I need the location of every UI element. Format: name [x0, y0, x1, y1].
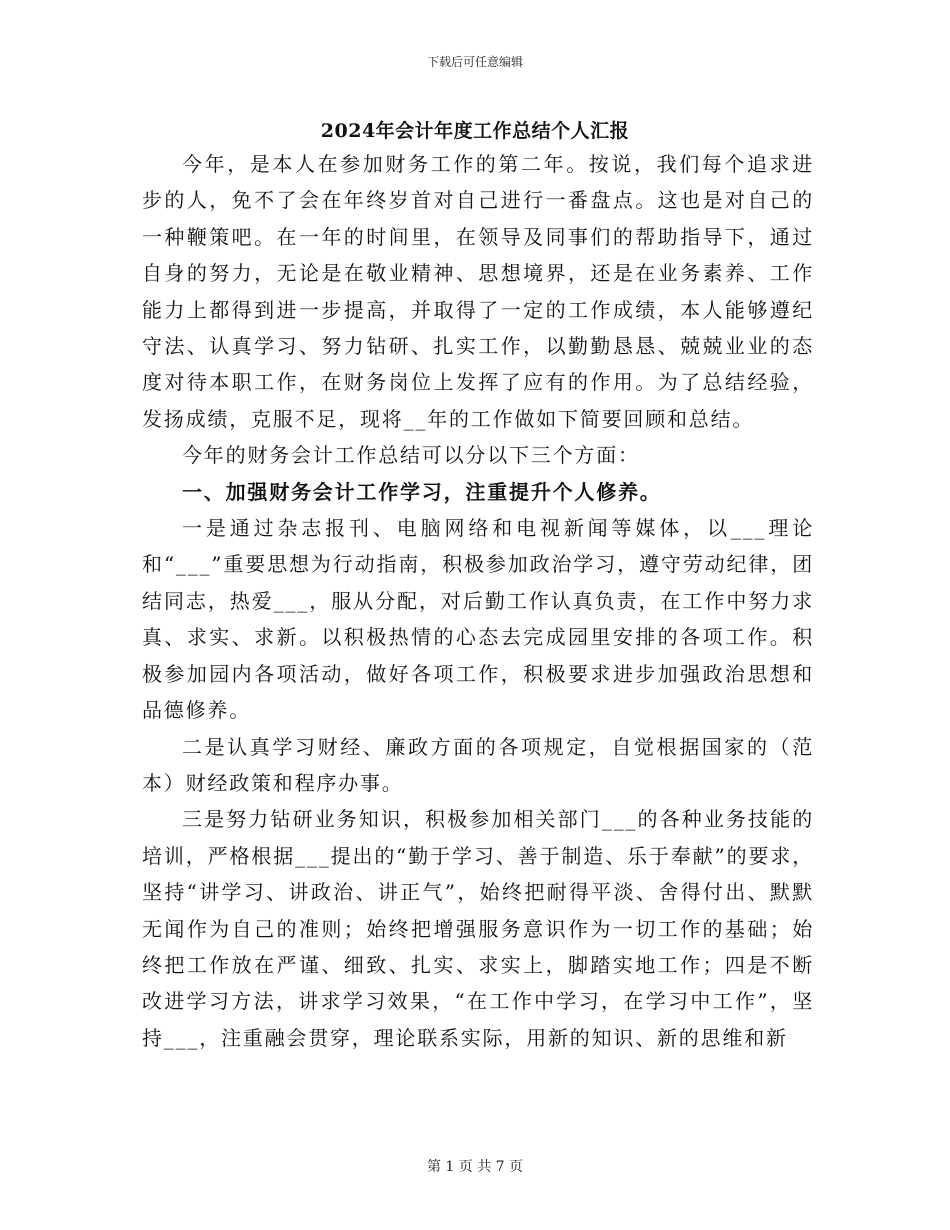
header-note: 下载后可任意编辑	[426, 55, 523, 69]
page-footer: 第 1 页 共 7 页	[426, 1159, 524, 1175]
section-heading-1: 一、加强财务会计工作学习，注重提升个人修养。	[182, 479, 662, 504]
paragraph-point-3: 三是努力钻研业务知识，积极参加相关部门___的各种业务技能的培训，严格根据___提出的“勤于学习、善于制造、乐于奉献”的要求，坚持“讲学习、讲政治、讲正气”，始终把耐得平淡、舍得付出、默默无闻作为自己的准则；始终把增强服务意识作为一切工作的基础；始终把工作放在严谨、细致、扎实、求实上，脚踏实地工作；四是不断改进学习方法，讲求学习效果，“在工作中学习，在学习中工作”，坚持___，注重融会贯穿，理论联系实际，用新的知识、新的思维和新	[142, 807, 814, 1050]
paragraph-overview: 今年的财务会计工作总结可以分以下三个方面：	[182, 443, 640, 468]
document-body	[142, 146, 814, 1056]
paragraph-point-1: 一是通过杂志报刊、电脑网络和电视新闻等媒体，以___理论和“___”重要思想为行动指南，积极参加政治学习，遵守劳动纪律，团结同志，热爱___，服从分配，对后勤工作认真负责，在工作中努力求真、求实、求新。以积极热情的心态去完成园里安排的各项工作。积极参加园内各项活动，做好各项工作，积极要求进步加强政治思想和品德修养。	[142, 516, 814, 723]
paragraph-point-2: 二是认真学习财经、廉政方面的各项规定，自觉根据国家的（范本）财经政策和程序办事。	[142, 734, 814, 795]
document-title: 2024年会计年度工作总结个人汇报	[320, 120, 630, 142]
paragraph-intro: 今年，是本人在参加财务工作的第二年。按说，我们每个追求进步的人，免不了会在年终岁首对自己进行一番盘点。这也是对自己的一种鞭策吧。在一年的时间里，在领导及同事们的帮助指导下，通过自身的努力，无论是在敬业精神、思想境界，还是在业务素养、工作能力上都得到进一步提高，并取得了一定的工作成绩，本人能够遵纪守法、认真学习、努力钻研、扎实工作，以勤勤恳恳、兢兢业业的态度对待本职工作，在财务岗位上发挥了应有的作用。为了总结经验，发扬成绩，克服不足，现将__年的工作做如下简要回顾和总结。	[142, 152, 814, 431]
